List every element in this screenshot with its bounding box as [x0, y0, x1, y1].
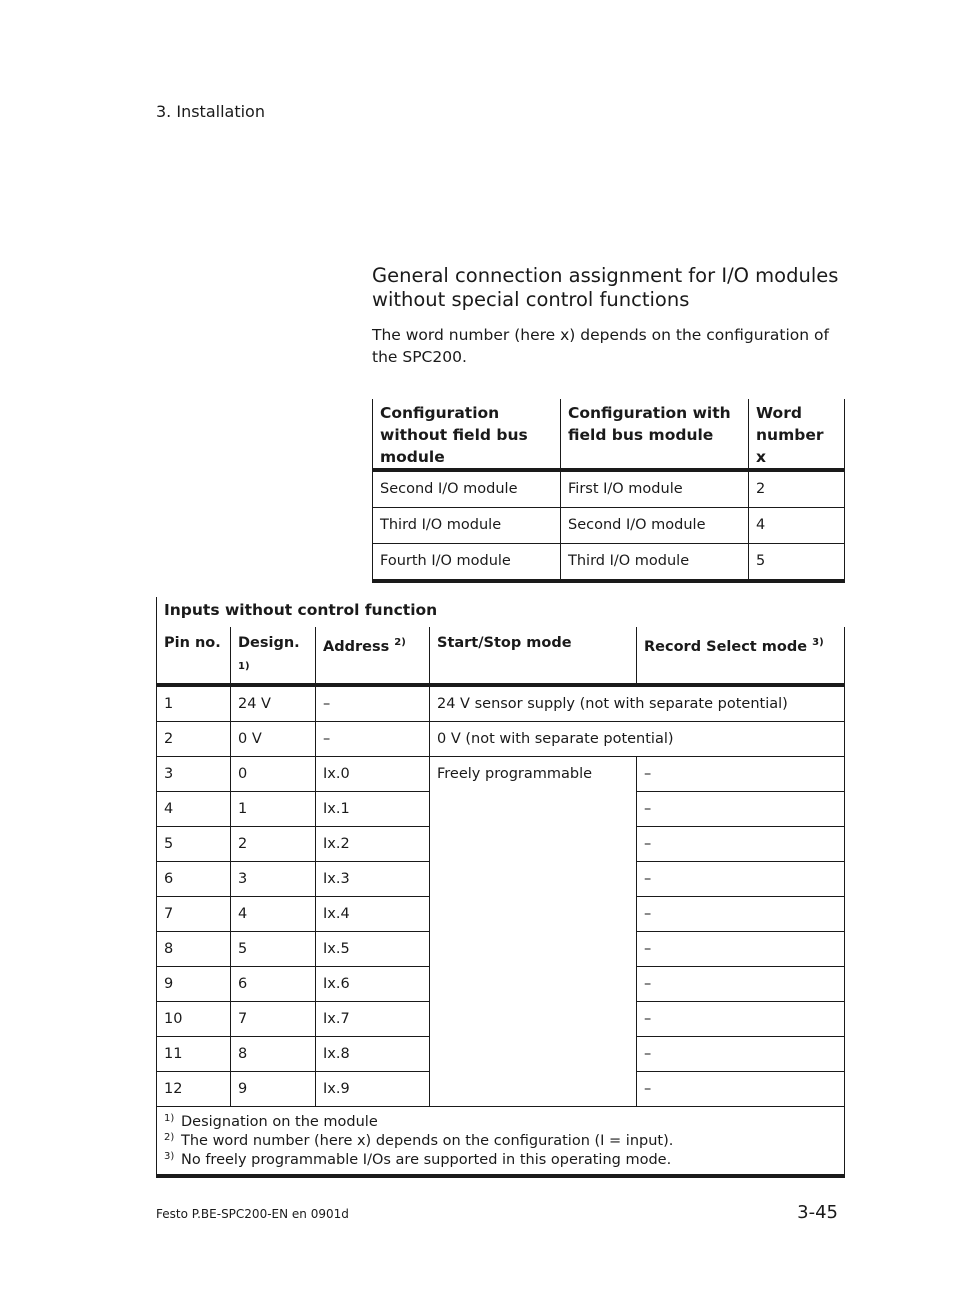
page-number: 3-45: [797, 1202, 838, 1223]
cell-pin: 8: [157, 931, 231, 966]
inputs-table-title-row: [157, 597, 845, 627]
header-record: Record Select mode $^{3)}$: [637, 627, 845, 685]
cell-address: Ix.0: [316, 756, 430, 791]
footnotes: [157, 1106, 845, 1176]
cell-address: Ix.1: [316, 791, 430, 826]
cell-pin: 7: [157, 896, 231, 931]
cell-record: –: [637, 756, 845, 791]
intro-text: The word number (here x) depends on the configuration of the SPC200.: [372, 326, 829, 366]
section-title: General connection assignment for I/O modules without special control functions: [372, 264, 839, 311]
cell-pin: 5: [157, 826, 231, 861]
cell-address: Ix.5: [316, 931, 430, 966]
cell-address: –: [316, 685, 430, 722]
inputs-table-title: Inputs without control function: [157, 597, 845, 627]
cell-record: –: [637, 966, 845, 1001]
cell-config-without: Fourth I/O module: [373, 544, 561, 582]
table-row: [373, 508, 845, 544]
table-row: [157, 721, 845, 756]
cell-design: 1: [231, 791, 316, 826]
cell-config-without: Second I/O module: [373, 470, 561, 508]
cell-pin: 1: [157, 685, 231, 722]
table-row: [373, 470, 845, 508]
inputs-table-header: [157, 627, 845, 685]
cell-address: Ix.7: [316, 1001, 430, 1036]
cell-design: 0 V: [231, 721, 316, 756]
cell-record: –: [637, 791, 845, 826]
cell-design: 24 V: [231, 685, 316, 722]
cell-pin: 6: [157, 861, 231, 896]
cell-pin: 4: [157, 791, 231, 826]
cell-address: –: [316, 721, 430, 756]
table-row: [157, 685, 845, 722]
cell-record: –: [637, 896, 845, 931]
cell-pin: 12: [157, 1071, 231, 1106]
cell-design: 6: [231, 966, 316, 1001]
cell-record: –: [637, 1036, 845, 1071]
inputs-table: [156, 597, 845, 1178]
cell-pin: 3: [157, 756, 231, 791]
word-table-header: [373, 399, 845, 470]
cell-pin: 9: [157, 966, 231, 1001]
cell-design: 2: [231, 826, 316, 861]
cell-record: –: [637, 1001, 845, 1036]
table-row: [373, 544, 845, 582]
header-word-number: Word number x: [749, 399, 845, 470]
cell-word-number: 2: [749, 470, 845, 508]
cell-address: Ix.3: [316, 861, 430, 896]
cell-supply-desc: 24 V sensor supply (not with separate potential): [430, 685, 845, 722]
cell-record: –: [637, 1071, 845, 1106]
header-pin: Pin no.: [157, 627, 231, 685]
cell-record: –: [637, 861, 845, 896]
cell-address: Ix.4: [316, 896, 430, 931]
cell-design: 7: [231, 1001, 316, 1036]
cell-config-with: Third I/O module: [561, 544, 749, 582]
cell-word-number: 5: [749, 544, 845, 582]
footnote: 2) The word number (here x) depends on the configuration (I = input).: [164, 1131, 674, 1149]
cell-address: Ix.6: [316, 966, 430, 1001]
header-startstop: Start/Stop mode: [430, 627, 637, 685]
cell-pin: 11: [157, 1036, 231, 1071]
cell-pin: 10: [157, 1001, 231, 1036]
cell-config-with: Second I/O module: [561, 508, 749, 544]
cell-address: Ix.9: [316, 1071, 430, 1106]
chapter-header: 3. Installation: [156, 102, 265, 121]
cell-freely-programmable: Freely programmable: [430, 756, 637, 1106]
cell-address: Ix.8: [316, 1036, 430, 1071]
cell-record: –: [637, 826, 845, 861]
cell-design: 3: [231, 861, 316, 896]
header-config-without: Configuration without field bus module: [373, 399, 561, 470]
cell-design: 0: [231, 756, 316, 791]
cell-design: 5: [231, 931, 316, 966]
footnote: 1) Designation on the module: [164, 1112, 378, 1130]
cell-pin: 2: [157, 721, 231, 756]
footer-document-id: Festo P.BE-SPC200-EN en 0901d: [156, 1207, 349, 1221]
footnotes-row: [157, 1106, 845, 1176]
cell-config-without: Third I/O module: [373, 508, 561, 544]
cell-design: 8: [231, 1036, 316, 1071]
header-design: Design. $^{1)}$: [231, 627, 316, 685]
cell-design: 4: [231, 896, 316, 931]
cell-supply-desc: 0 V (not with separate potential): [430, 721, 845, 756]
cell-address: Ix.2: [316, 826, 430, 861]
table-row: [157, 756, 845, 791]
word-number-table: [372, 399, 845, 583]
header-address: Address $^{2)}$: [316, 627, 430, 685]
cell-config-with: First I/O module: [561, 470, 749, 508]
cell-word-number: 4: [749, 508, 845, 544]
cell-record: –: [637, 931, 845, 966]
cell-design: 9: [231, 1071, 316, 1106]
header-config-with: Configuration with field bus module: [561, 399, 749, 470]
footnote: 3) No freely programmable I/Os are supported in this operating mode.: [164, 1150, 672, 1168]
